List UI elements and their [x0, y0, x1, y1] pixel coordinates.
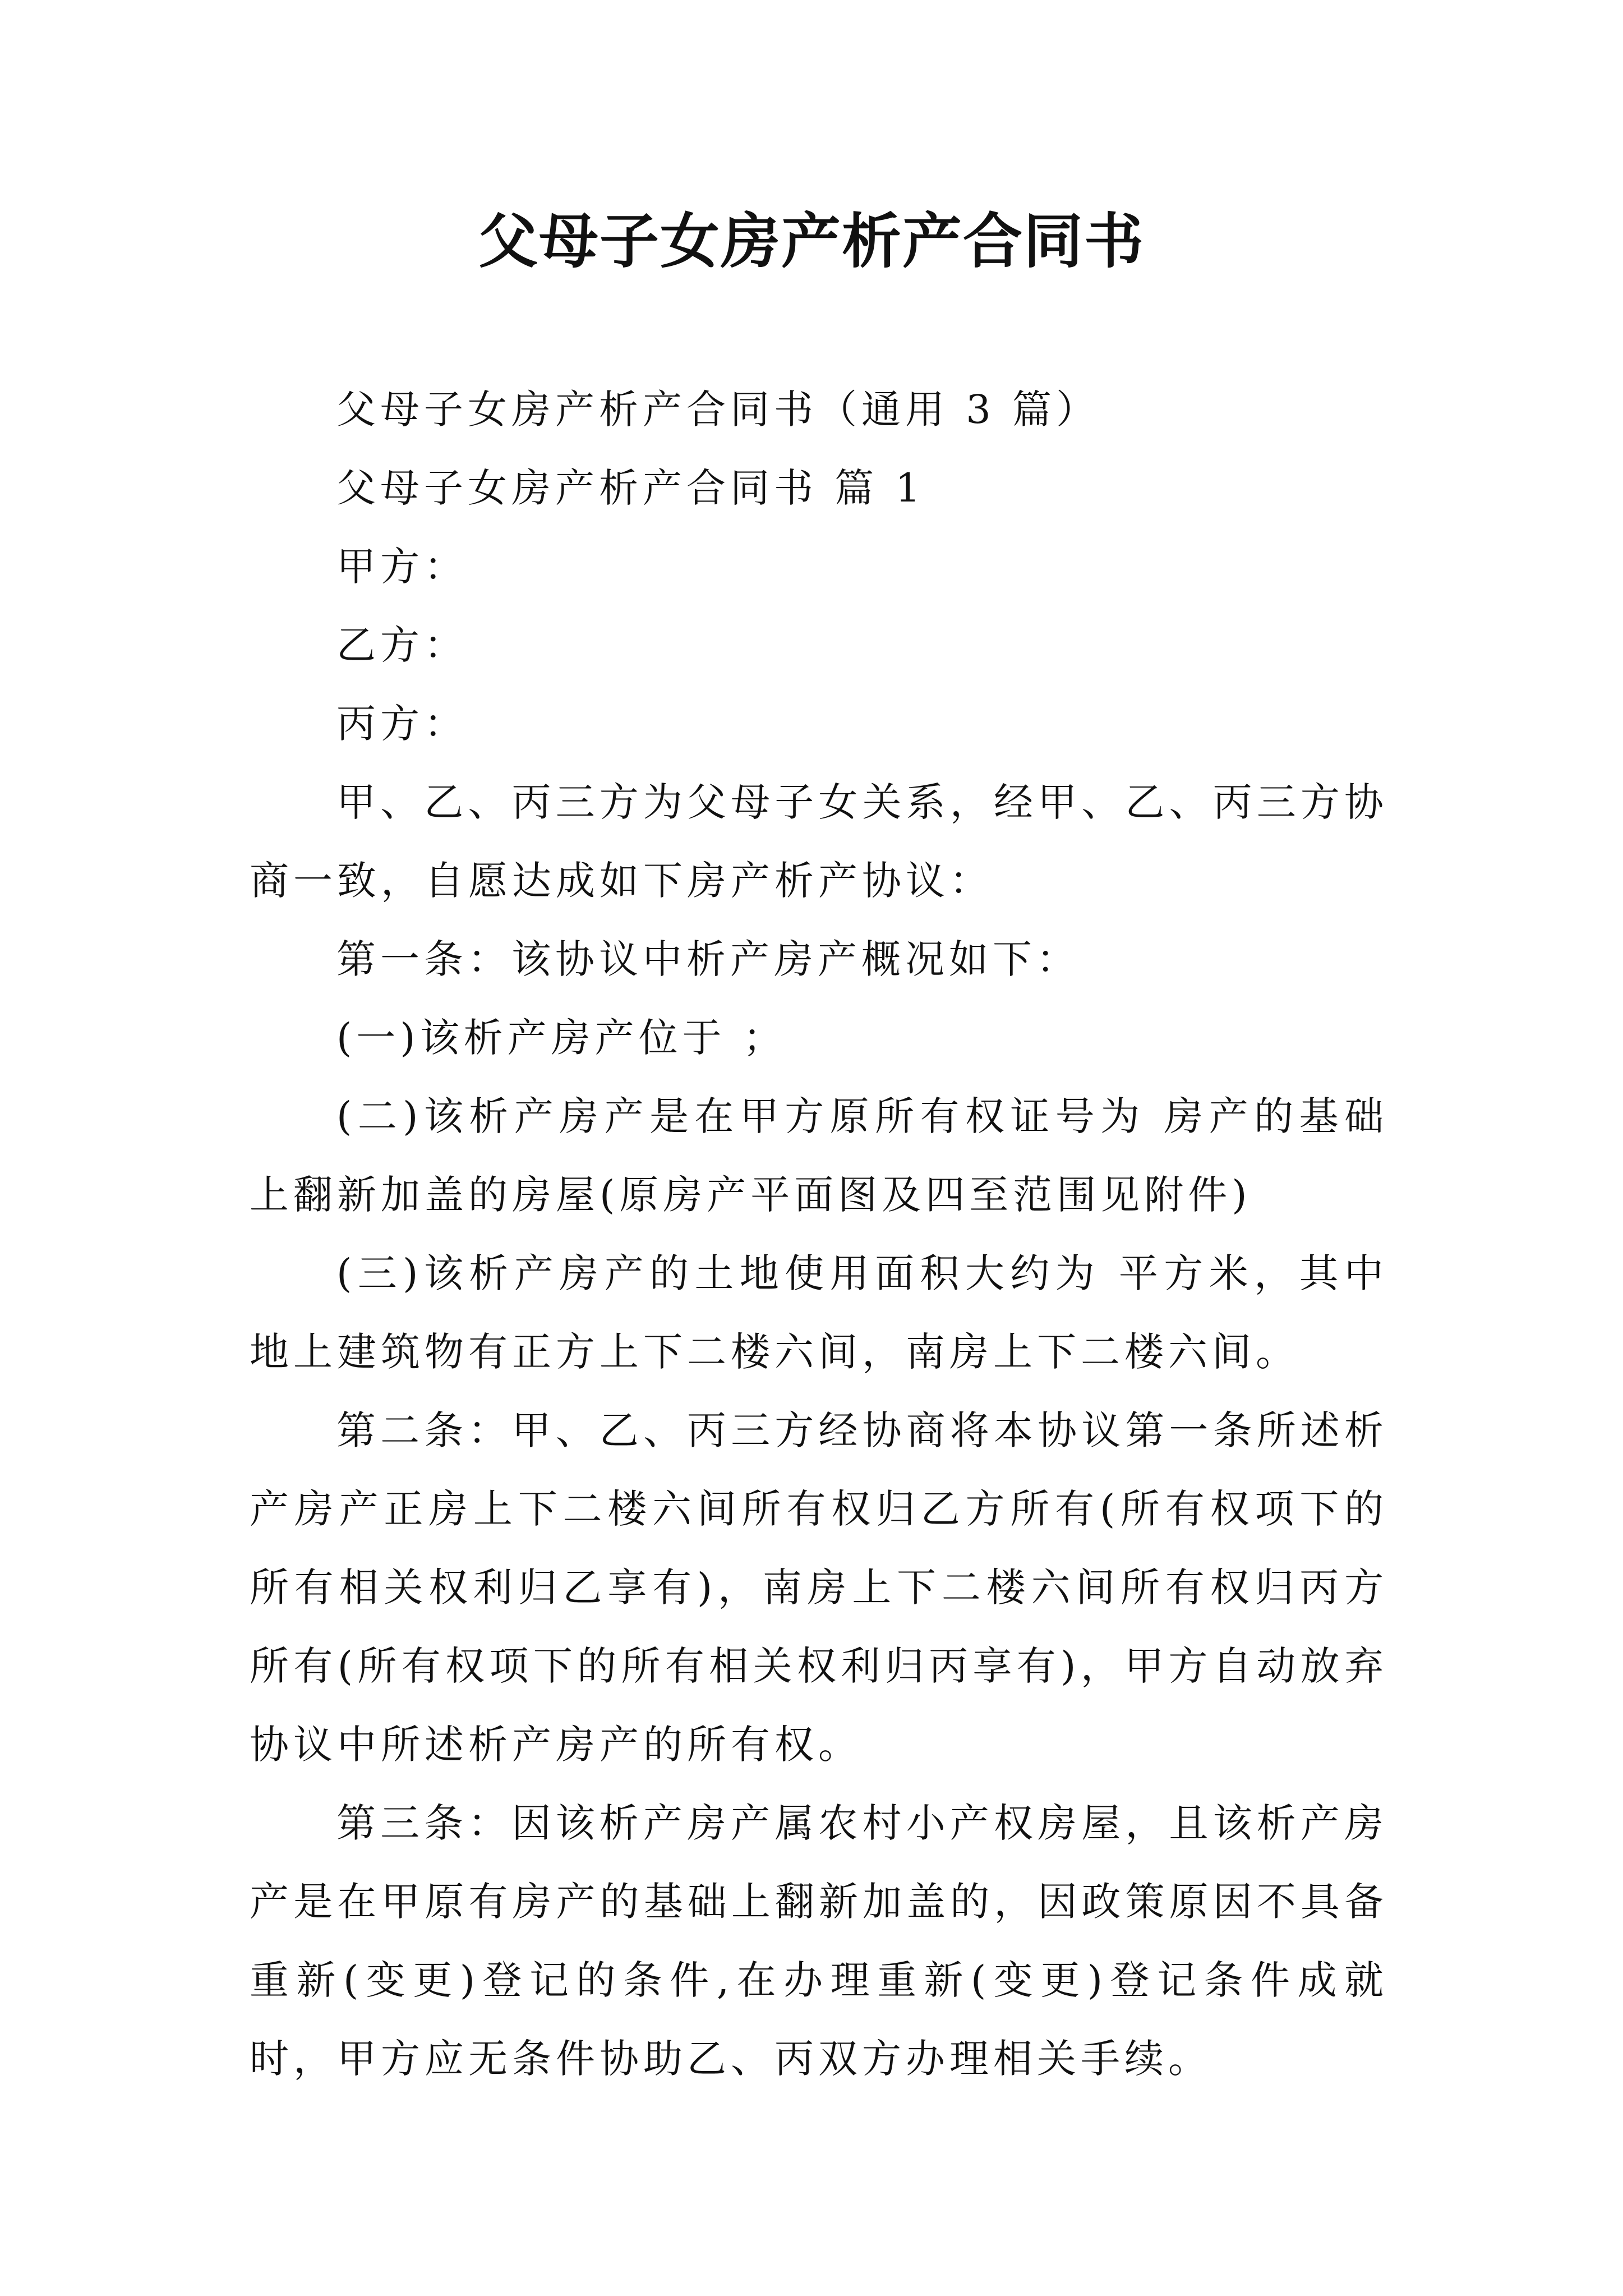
paragraph-party-b: 乙方： — [336, 622, 468, 668]
paragraph-article-2: 第二条：甲、乙、丙三方经协商将本协议第一条所述析产房产正房上下二楼六间所有权归乙方所有(所有权项下的所有相关权利归乙享有)，南房上下二楼六间所有权归丙方所有(所有权项下的所有相关权利归丙享有)，甲方自动放弃协议中所述析产房产的所有权。 — [250, 1407, 1388, 1768]
paragraph-article-1-item-3: (三)该析产房产的土地使用面积大约为 平方米，其中地上建筑物有正方上下二楼六间，南房上下二楼六间。 — [250, 1250, 1388, 1375]
document-body — [250, 370, 1388, 2098]
paragraph-article-3: 第三条：因该析产房产属农村小产权房屋，且该析产房产是在甲原有房产的基础上翻新加盖的，因政策原因不具备重新(变更)登记的条件,在办理重新(变更)登记条件成就时，甲方应无条件协助乙、丙双方办理相关手续。 — [250, 1800, 1388, 2082]
document-title: 父母子女房产析产合同书 — [478, 206, 1145, 276]
paragraph-subtitle: 父母子女房产析产合同书（通用 3 篇） — [336, 386, 1100, 432]
paragraph-party-a: 甲方： — [336, 544, 468, 590]
paragraph-article-1-item-1: (一)该析产房产位于 ； — [336, 1015, 787, 1061]
paragraph-part-heading: 父母子女房产析产合同书 篇 1 — [336, 465, 925, 511]
paragraph-preamble: 甲、乙、丙三方为父母子女关系，经甲、乙、丙三方协商一致，自愿达成如下房产析产协议： — [250, 779, 1388, 904]
paragraph-article-1-item-2: (二)该析产房产是在甲方原所有权证号为 房产的基础上翻新加盖的房屋(原房产平面图及四至范围见附件) — [250, 1093, 1388, 1218]
paragraph-article-1: 第一条：该协议中析产房产概况如下： — [336, 936, 1080, 982]
paragraph-party-c: 丙方： — [336, 701, 468, 747]
